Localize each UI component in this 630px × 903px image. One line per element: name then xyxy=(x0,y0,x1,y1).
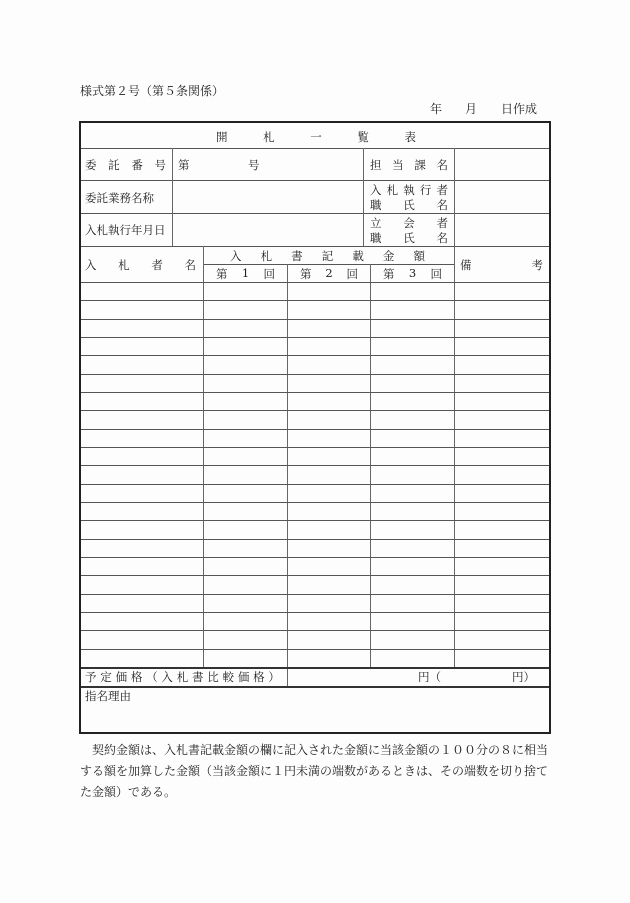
remarks-cell[interactable] xyxy=(456,431,547,445)
round-1-header-char: 1 xyxy=(241,266,250,280)
round-3-amount-cell[interactable] xyxy=(372,614,452,628)
round-1-amount-cell[interactable] xyxy=(205,522,285,536)
form-title-char: 表 xyxy=(404,130,416,144)
round-3-amount-cell[interactable] xyxy=(372,504,452,518)
remarks-cell[interactable] xyxy=(456,357,547,371)
remarks-cell[interactable] xyxy=(456,467,547,481)
planned-price-label-char: 価 xyxy=(237,670,250,684)
planned-price-label-char: 札 xyxy=(176,670,189,684)
round-3-header-char: 第 xyxy=(383,267,395,281)
row-divider xyxy=(81,557,549,558)
contract-number-suffix: 号 xyxy=(248,158,260,172)
round-1-amount-cell[interactable] xyxy=(205,412,285,426)
bidder-name-cell[interactable] xyxy=(83,504,201,518)
contract-number-label-char: 託 xyxy=(108,158,120,172)
row-divider xyxy=(81,300,549,301)
row-divider xyxy=(81,337,549,338)
contract-number-label-char: 委 xyxy=(85,158,97,172)
business-name-label: 委託業務名称 xyxy=(85,191,154,205)
bid-opening-form xyxy=(79,121,551,734)
witness-label-line1 xyxy=(370,215,448,231)
round-2-amount-cell[interactable] xyxy=(289,431,368,445)
bidder-name-cell[interactable] xyxy=(83,596,201,610)
round-3-amount-cell[interactable] xyxy=(372,302,452,316)
planned-price-label-char: 入 xyxy=(161,670,173,684)
bid-amount-header xyxy=(230,248,425,264)
round-1-amount-cell[interactable] xyxy=(205,394,285,408)
round-1-amount-cell[interactable] xyxy=(205,596,285,610)
contract-number-prefix: 第 xyxy=(178,158,190,172)
round-2-amount-cell[interactable] xyxy=(289,467,368,481)
round-3-header-char: 3 xyxy=(408,266,417,280)
department-label-char: 課 xyxy=(414,158,426,172)
round-3-amount-cell[interactable] xyxy=(372,284,452,298)
remarks-cell[interactable] xyxy=(456,577,547,591)
row-divider xyxy=(81,575,549,576)
round-1-header-char: 第 xyxy=(216,267,228,281)
round-3-amount-cell[interactable] xyxy=(372,632,452,646)
bid-amount-header-char: 入 xyxy=(230,249,242,263)
round-1-amount-cell[interactable] xyxy=(205,357,285,371)
round-3-amount-cell[interactable] xyxy=(372,376,452,390)
round-1-amount-cell[interactable] xyxy=(205,486,285,500)
bidder-name-cell[interactable] xyxy=(83,321,201,335)
bidder-name-cell[interactable] xyxy=(83,412,201,426)
row-divider xyxy=(81,148,549,149)
round-1-amount-cell[interactable] xyxy=(205,302,285,316)
round-3-amount-cell[interactable] xyxy=(372,412,452,426)
witness-label-line2 xyxy=(370,230,448,246)
row-divider xyxy=(81,410,549,411)
planned-price-label-char: 定 xyxy=(100,670,112,684)
round-1-amount-cell[interactable] xyxy=(205,632,285,646)
round-2-header xyxy=(300,266,358,282)
round-2-amount-cell[interactable] xyxy=(289,486,368,500)
bidder-name-cell[interactable] xyxy=(83,339,201,353)
round-3-amount-cell[interactable] xyxy=(372,449,452,463)
bidder-name-cell[interactable] xyxy=(83,431,201,445)
department-label xyxy=(370,157,448,173)
remarks-cell[interactable] xyxy=(456,541,547,555)
round-3-amount-cell[interactable] xyxy=(372,522,452,536)
remarks-cell[interactable] xyxy=(456,394,547,408)
bidder-name-cell[interactable] xyxy=(83,467,201,481)
witness-label-line1-char: 者 xyxy=(436,216,448,230)
round-1-amount-cell[interactable] xyxy=(205,559,285,573)
bidder-name-header-char: 名 xyxy=(184,258,196,272)
column-divider xyxy=(287,264,288,686)
business-name-field[interactable] xyxy=(174,182,361,211)
round-2-amount-cell[interactable] xyxy=(289,357,368,371)
round-3-amount-cell[interactable] xyxy=(372,467,452,481)
executor-label-line2 xyxy=(370,197,448,213)
witness-field[interactable] xyxy=(456,215,547,244)
date-day-label: 日作成 xyxy=(501,102,538,116)
round-3-amount-cell[interactable] xyxy=(372,577,452,591)
round-3-amount-cell[interactable] xyxy=(372,431,452,445)
planned-price-label-char: 格 xyxy=(253,670,265,684)
round-3-header xyxy=(383,266,442,282)
round-2-amount-cell[interactable] xyxy=(289,321,368,335)
row-divider xyxy=(81,520,549,521)
department-label-char: 当 xyxy=(392,158,404,172)
round-2-amount-cell[interactable] xyxy=(289,522,368,536)
contract-number-field[interactable] xyxy=(192,150,244,178)
round-2-amount-cell[interactable] xyxy=(289,394,368,408)
footnote: 契約金額は、入札書記載金額の欄に記入された金額に当該金額の１００分の８に相当する額を加算した金額（当該金額に１円未満の端数があるときは、その端数を切り捨てた金額）である。 xyxy=(80,743,549,799)
round-2-amount-cell[interactable] xyxy=(289,577,368,591)
round-3-amount-cell[interactable] xyxy=(372,486,452,500)
row-divider xyxy=(81,213,549,214)
row-divider xyxy=(81,502,549,503)
round-1-amount-cell[interactable] xyxy=(205,449,285,463)
remarks-cell[interactable] xyxy=(456,632,547,646)
yen-close-label: 円） xyxy=(512,670,535,684)
bidder-name-cell[interactable] xyxy=(83,559,201,573)
remarks-cell[interactable] xyxy=(456,522,547,536)
department-label-char: 名 xyxy=(436,158,448,172)
executor-label-line1-char: 者 xyxy=(436,183,448,197)
remarks-cell[interactable] xyxy=(456,376,547,390)
round-2-header-char: 第 xyxy=(300,267,312,281)
round-1-amount-cell[interactable] xyxy=(205,504,285,518)
bid-amount-header-char: 書 xyxy=(291,249,303,263)
round-2-amount-cell[interactable] xyxy=(289,412,368,426)
planned-price-label-char: ） xyxy=(268,670,280,684)
round-2-amount-cell[interactable] xyxy=(289,302,368,316)
planned-price-label-char: 書 xyxy=(191,670,204,684)
remarks-cell[interactable] xyxy=(456,559,547,573)
round-3-amount-cell[interactable] xyxy=(372,339,452,353)
round-2-amount-cell[interactable] xyxy=(289,614,368,628)
bidder-name-cell[interactable] xyxy=(83,394,201,408)
witness-label-line2-char: 名 xyxy=(436,231,448,245)
remarks-cell[interactable] xyxy=(456,412,547,426)
planned-price-label-char: 予 xyxy=(85,670,97,684)
row-divider xyxy=(81,392,549,393)
contract-number-label-char: 番 xyxy=(131,158,143,172)
column-divider xyxy=(454,148,455,246)
contract-number-label-char: 号 xyxy=(154,158,166,172)
round-1-header xyxy=(216,266,275,282)
bidder-name-cell[interactable] xyxy=(83,632,201,646)
round-2-amount-cell[interactable] xyxy=(289,284,368,298)
remarks-cell[interactable] xyxy=(456,449,547,463)
round-3-header-char: 回 xyxy=(430,267,442,281)
bidder-name-header xyxy=(85,257,196,273)
remarks-header xyxy=(460,257,543,273)
executor-label-line2-char: 氏 xyxy=(403,198,415,212)
planned-price-label-char: （ xyxy=(146,670,158,684)
bid-date-label: 入札執行年月日 xyxy=(85,223,166,237)
round-3-amount-cell[interactable] xyxy=(372,559,452,573)
remarks-cell[interactable] xyxy=(456,651,547,665)
round-2-amount-cell[interactable] xyxy=(289,559,368,573)
row-divider xyxy=(81,355,549,356)
witness-label-line1-char: 立 xyxy=(370,216,382,230)
form-title-char: 一 xyxy=(310,130,322,144)
round-3-amount-cell[interactable] xyxy=(372,321,452,335)
round-2-header-char: 2 xyxy=(325,266,333,280)
bidder-name-cell[interactable] xyxy=(83,302,201,316)
bidder-name-cell[interactable] xyxy=(83,651,201,665)
bid-amount-header-char: 札 xyxy=(260,249,273,263)
executor-label-line1-char: 札 xyxy=(386,183,399,197)
date-month-label: 月 xyxy=(465,102,478,116)
bidder-name-cell[interactable] xyxy=(83,449,201,463)
department-field[interactable] xyxy=(456,150,547,178)
row-divider xyxy=(81,630,549,631)
round-1-amount-cell[interactable] xyxy=(205,651,285,665)
bid-date-field[interactable] xyxy=(174,215,361,244)
round-2-amount-cell[interactable] xyxy=(289,541,368,555)
yen-open-label: 円（ xyxy=(418,670,441,684)
witness-label-line2-char: 氏 xyxy=(403,231,415,245)
planned-price-label xyxy=(85,669,280,685)
nomination-reason-label: 指名理由 xyxy=(85,689,131,703)
witness-label-line2-char: 職 xyxy=(370,231,382,245)
column-divider xyxy=(172,148,173,246)
remarks-cell[interactable] xyxy=(456,614,547,628)
bid-amount-header-char: 額 xyxy=(413,249,425,263)
planned-price-label-char: 格 xyxy=(130,670,143,684)
planned-price-label-char: 較 xyxy=(222,670,235,684)
round-1-amount-cell[interactable] xyxy=(205,431,285,445)
round-2-amount-cell[interactable] xyxy=(289,596,368,610)
bidder-name-header-char: 者 xyxy=(151,258,163,272)
date-year-label: 年 xyxy=(430,102,443,116)
remarks-cell[interactable] xyxy=(456,339,547,353)
round-2-header-char: 回 xyxy=(346,267,358,281)
bid-amount-header-char: 金 xyxy=(382,249,395,263)
row-divider xyxy=(81,447,549,448)
round-2-amount-cell[interactable] xyxy=(289,651,368,665)
bidder-name-cell[interactable] xyxy=(83,614,201,628)
round-2-amount-cell[interactable] xyxy=(289,504,368,518)
bidder-name-cell[interactable] xyxy=(83,376,201,390)
bidder-name-cell[interactable] xyxy=(83,284,201,298)
remarks-cell[interactable] xyxy=(456,284,547,298)
row-divider xyxy=(81,246,549,247)
planned-price-field[interactable] xyxy=(289,669,547,684)
executor-field[interactable] xyxy=(456,182,547,211)
row-divider xyxy=(81,465,549,466)
round-3-amount-cell[interactable] xyxy=(372,596,452,610)
remarks-header-char: 考 xyxy=(531,258,543,272)
round-3-amount-cell[interactable] xyxy=(372,651,452,665)
round-1-amount-cell[interactable] xyxy=(205,339,285,353)
row-divider xyxy=(81,282,549,283)
round-3-amount-cell[interactable] xyxy=(372,394,452,408)
row-divider xyxy=(81,686,549,688)
executor-label-line2-char: 名 xyxy=(436,198,448,212)
remarks-cell[interactable] xyxy=(456,302,547,316)
bidder-name-header-char: 入 xyxy=(85,258,97,272)
bidder-name-cell[interactable] xyxy=(83,357,201,371)
form-title-char: 覧 xyxy=(357,130,369,144)
bidder-name-cell[interactable] xyxy=(83,522,201,536)
planned-price-label-char: 比 xyxy=(207,670,219,684)
row-divider xyxy=(203,264,454,265)
round-2-amount-cell[interactable] xyxy=(289,632,368,646)
remarks-cell[interactable] xyxy=(456,504,547,518)
round-1-amount-cell[interactable] xyxy=(205,541,285,555)
column-divider xyxy=(203,246,204,667)
bidder-name-cell[interactable] xyxy=(83,577,201,591)
form-number: 様式第２号（第５条関係） xyxy=(80,84,225,98)
form-title-char: 札 xyxy=(263,130,275,144)
column-divider xyxy=(363,148,364,246)
round-1-amount-cell[interactable] xyxy=(205,321,285,335)
remarks-cell[interactable] xyxy=(456,596,547,610)
executor-label-line1 xyxy=(370,182,448,198)
round-1-header-char: 回 xyxy=(263,267,275,281)
bidder-name-cell[interactable] xyxy=(83,541,201,555)
round-1-amount-cell[interactable] xyxy=(205,467,285,481)
round-2-amount-cell[interactable] xyxy=(289,376,368,390)
bid-amount-header-char: 記 xyxy=(321,249,334,263)
round-3-amount-cell[interactable] xyxy=(372,357,452,371)
round-2-amount-cell[interactable] xyxy=(289,449,368,463)
round-2-amount-cell[interactable] xyxy=(289,339,368,353)
contract-number-label xyxy=(85,157,166,173)
remarks-header-char: 備 xyxy=(460,258,472,272)
form-title xyxy=(216,129,416,145)
bid-amount-header-char: 載 xyxy=(352,249,364,263)
executor-label-line1-char: 入 xyxy=(370,183,382,197)
round-1-amount-cell[interactable] xyxy=(205,376,285,390)
remarks-cell[interactable] xyxy=(456,486,547,500)
row-divider xyxy=(81,612,549,613)
executor-label-line1-char: 執 xyxy=(403,183,415,197)
round-3-amount-cell[interactable] xyxy=(372,541,452,555)
executor-label-line1-char: 行 xyxy=(419,183,432,197)
column-divider xyxy=(454,246,455,667)
bidder-name-header-char: 札 xyxy=(118,258,130,272)
department-label-char: 担 xyxy=(370,158,382,172)
witness-label-line1-char: 会 xyxy=(403,216,415,230)
executor-label-line2-char: 職 xyxy=(370,198,382,212)
round-1-amount-cell[interactable] xyxy=(205,614,285,628)
form-title-char: 開 xyxy=(216,130,228,144)
round-1-amount-cell[interactable] xyxy=(205,284,285,298)
row-divider xyxy=(81,180,549,181)
nomination-reason-field[interactable] xyxy=(83,702,547,731)
round-1-amount-cell[interactable] xyxy=(205,577,285,591)
bidder-name-cell[interactable] xyxy=(83,486,201,500)
planned-price-label-char: 価 xyxy=(115,670,128,684)
remarks-cell[interactable] xyxy=(456,321,547,335)
